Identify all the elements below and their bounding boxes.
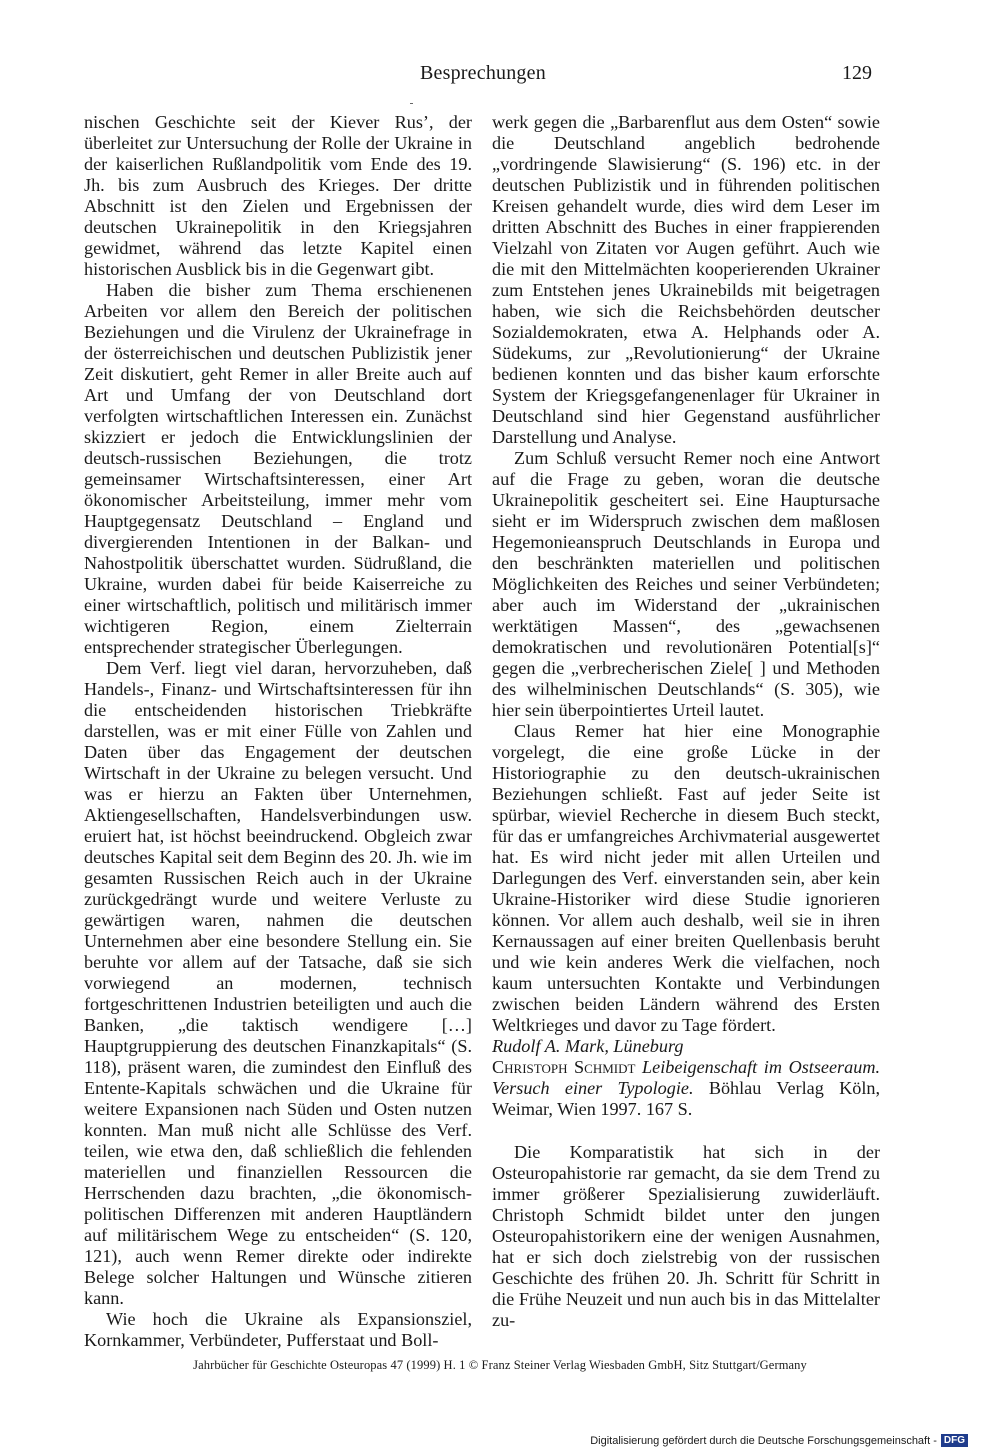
running-header-title: Besprechungen (420, 62, 546, 84)
review-heading (492, 1057, 880, 1120)
left-paragraph-3: Dem Verf. liegt viel daran, hervorzuheben, daß Handels-, Finanz- und Wirtschaftsinteressen für ihn die entscheidenden historischen Triebkräfte darstellen, was er mit einer Fülle von Zahlen und Daten über das Engagement der deutschen Wirtschaft in der Ukraine zu belegen versucht. Und was er hierzu an Fakten über Unternehmen, Aktiengesellschaften, Handelsverbindungen usw. eruiert hat, ist höchst beeindruckend. Obgleich zwar deutsches Kapital seit dem Beginn des 20. Jh. wie im gesamten Russischen Reich auch in der Ukraine zurückgedrängt wurde und weitere Verluste zu gewärtigen waren, nahmen die deutschen Unternehmen aber eine besondere Stellung ein. Sie beruhte vor allem auf der Tatsache, daß sie sich vorwiegend an modernen, technisch fortgeschrittenen Industrien beteiligten und auch die Banken, „die taktisch wendigere […] Hauptgruppierung des deutschen Finanzkapitals“ (S. 118), präsent waren, die zumindest den Einfluß des Entente-Kapitals schwächen und die Ukraine für weitere Expansionen nach Süden und Osten nutzen konnten. Man muß nicht alle Schlüsse des Verf. teilen, wie etwa den, daß schließlich die fehlenden materiellen und finanziellen Ressourcen die Herrschenden dazu brachten, „die ökonomisch-politischen Differenzen mit anderen Hauptländern auf militärischem Wege zu entscheiden“ (S. 120, 121), auch wenn Remer direkte oder indirekte Belege solcher Haltungen und Wünsche zitieren kann. (84, 658, 472, 1308)
review-signature: Rudolf A. Mark, Lüneburg (492, 1036, 684, 1056)
page-header (0, 62, 1000, 92)
left-paragraph-2: Haben die bisher zum Thema erschienenen Arbeiten vor allem den Bereich der politischen Beziehungen und die Virulenz der Ukrainefrage in der österreichischen und deutschen Publizistik jener Zeit diskutiert, geht Remer in aller Breite auch auf Art und Umfang der von Deutschland dort verfolgten wirtschaftlichen Interessen ein. Zunächst skizziert er jedoch die Entwicklungslinien der deutsch-russischen Beziehungen, die trotz gemeinsamer Wirtschaftsinteressen, einer Art ökonomischer Arbeitsteilung, immer mehr vom Hauptgegensatz Deutschland – England und divergierenden Intentionen in der Balkan- und Nahostpolitik überschattet wurden. Südrußland, die Ukraine, wurden dabei für beide Kaiserreiche zu einer wirtschaftlich, politisch und militärisch immer wichtigeren Region, einem Zielterrain entsprechender strategischer Überlegungen. (84, 280, 472, 657)
right-paragraph-1: werk gegen die „Barbarenflut aus dem Osten“ sowie die Deutschland angeblich bedrohende „vordringende Slawisierung“ (S. 196) etc. in der deutschen Publizistik und in führenden politischen Kreisen gehandelt wurde, dies wird dem Leser im dritten Abschnitt des Buches in einer frappierenden Vielzahl von Zitaten vor Augen geführt. Auch wie die mit den Mittelmächten kooperierenden Ukrainer zum Entstehen jenes Ukrainebilds mit beigetragen haben, wie sich die Reichsbehörden deutscher Sozialdemokraten, etwa A. Helphands oder A. Südekums, zur „Revolutionierung“ der Ukraine bedienen konnten und das bisher kaum erforschte System der Kriegsgefangenenlager für Ukrainer in Deutschland sind hier Gegenstand ausführlicher Darstellung und Analyse. (492, 112, 880, 447)
reviewed-book-publication: Böhlau Verlag Köln, Weimar, Wien 1997. 167 S. (492, 1078, 881, 1119)
left-paragraph-4: Wie hoch die Ukraine als Expansionsziel, Kornkammer, Verbündeter, Pufferstaat und Boll- (84, 1309, 472, 1350)
scan-speck (410, 103, 413, 104)
left-paragraph-1: nischen Geschichte seit der Kiever Rus’, der überleitet zur Untersuchung der Rolle der Ukraine in der kaiserlichen Rußlandpolitik vom Ende des 19. Jh. bis zum Ausbruch des Krieges. Der dritte Abschnitt ist den Zielen und Ergebnissen der deutschen Ukrainepolitik in den Kriegsjahren gewidmet, während das letzte Kapitel einen historischen Ausblick bis in die Gegenwart gibt. (84, 112, 472, 279)
left-column (84, 112, 472, 1351)
footer-citation: Jahrbücher für Geschichte Osteuropas 47 (1999) H. 1 © Franz Steiner Verlag Wiesbaden GmbH, Sitz Stuttgart/Germany (193, 1358, 807, 1372)
digitization-note-text: Digitalisierung gefördert durch die Deutsche Forschungsgemeinschaft - (590, 1434, 937, 1447)
reviewed-book-author: Christoph Schmidt (492, 1057, 636, 1077)
review-body-paragraph: Die Komparatistik hat sich in der Osteuropahistorie rar gemacht, da sie dem Trend zu immer größerer Spezialisierung zuwiderläuft. Christoph Schmidt bildet unter den jungen Osteuropahistorikern eine der wenigen Ausnahmen, hat er sich doch zielstrebig von der russischen Geschichte des frühen 20. Jh. Schritt für Schritt in die Frühe Neuzeit und nun auch bis in das Mittelalter zu- (492, 1142, 880, 1330)
reviewed-book-title: Leibeigenschaft im Ostseeraum. Versuch einer Typologie. (492, 1057, 881, 1098)
right-column (492, 112, 880, 1331)
right-paragraph-3: Claus Remer hat hier eine Monographie vorgelegt, die eine große Lücke in der Historiographie zu den deutsch-ukrainischen Beziehungen schließt. Fast auf jeder Seite ist spürbar, wieviel Recherche in diesem Buch steckt, für das er umfangreiches Archivmaterial ausgewertet hat. Es wird nicht jeder mit allen Urteilen und Darlegungen des Verf. einverstanden sein, aber kein Ukraine-Historiker wird diese Studie ignorieren können. Vor allem auch deshalb, weil sie in ihren Kernaussagen auf einer breiten Quellenbasis beruht und wie kein anderes Werk die vielfachen, noch kaum untersuchten Kontakte und Verbindungen zwischen beiden Ländern während des Ersten Weltkrieges und davor zu Tage fördert. (492, 721, 880, 1035)
digitization-note (590, 1434, 968, 1447)
dfg-logo-icon: DFG (941, 1434, 968, 1447)
page-number: 129 (842, 62, 872, 84)
right-paragraph-2: Zum Schluß versucht Remer noch eine Antwort auf die Frage zu geben, woran die deutsche Ukrainepolitik gescheitert sei. Eine Hauptursache sieht er im Widerspruch zwischen dem maßlosen Hegemonieanspruch Deutschlands in Europa und den beschränkten materiellen und politischen Möglichkeiten des Reiches und seiner Verbündeten; aber auch im Widerstand der „ukrainischen werktätigen Massen“, des „gewachsenen demokratischen und revolutionären Potential[s]“ gegen die „verbrecherischen Ziele[ ] und Methoden des wilhelminischen Deutschlands“ (S. 305), wie hier sein überpointiertes Urteil lautet. (492, 448, 880, 720)
